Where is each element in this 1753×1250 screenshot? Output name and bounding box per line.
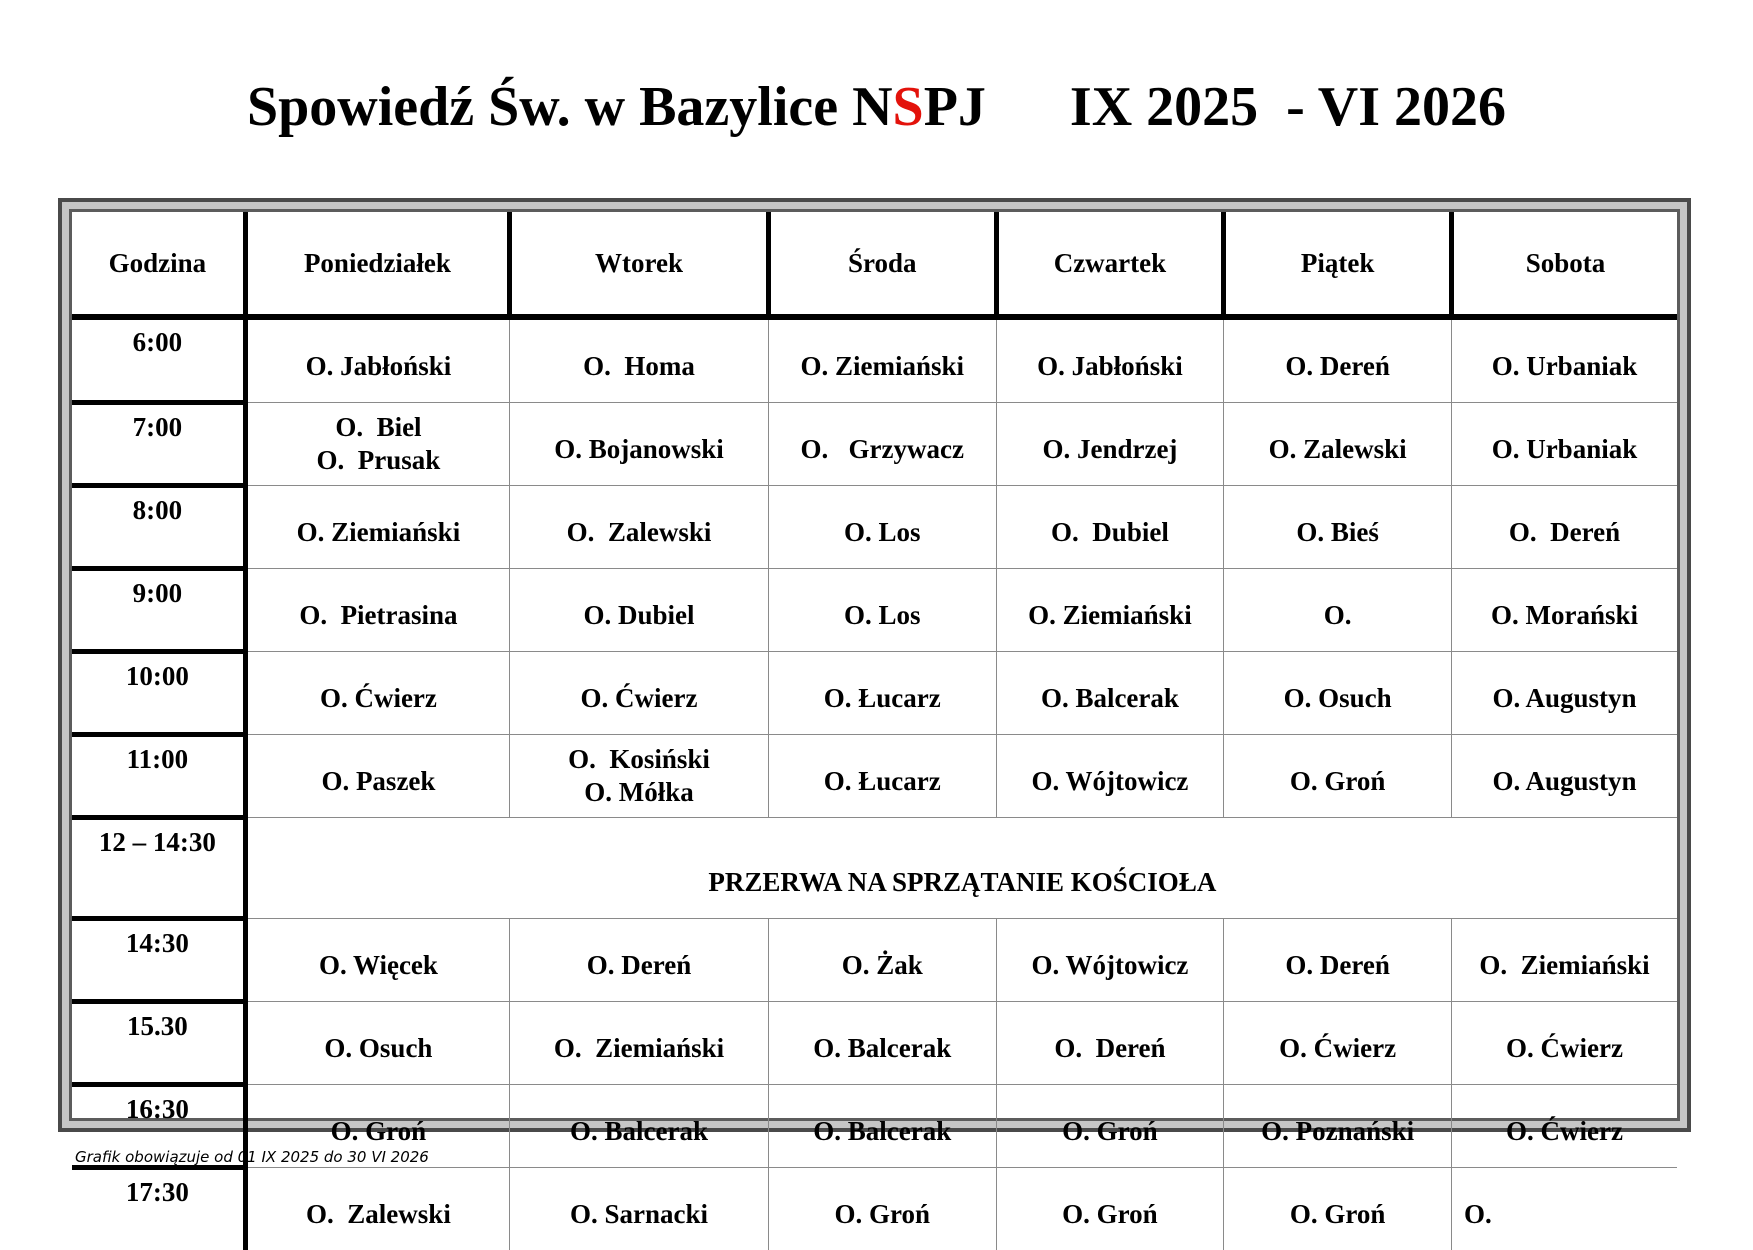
confessor-cell-wednesday (768, 1085, 996, 1168)
confessor-cell-saturday (1451, 317, 1677, 403)
confessor-name: O. Dereń (510, 949, 768, 982)
column-header-thursday: Czwartek (996, 212, 1224, 317)
confessor-name: O. Sarnacki (510, 1198, 768, 1231)
break-cell: PRZERWA NA SPRZĄTANIE KOŚCIOŁA (245, 818, 1677, 919)
confessor-cell-monday (245, 569, 509, 652)
page-title (0, 72, 1753, 142)
confessor-name: O. Żak (769, 949, 996, 982)
confessor-cell-thursday (996, 735, 1224, 818)
confessor-name: O. Biel (248, 411, 509, 444)
confessor-name: O. Łucarz (769, 682, 996, 715)
confessor-name: O. Więcek (248, 949, 509, 982)
confessor-name: O. Ziemiański (1452, 949, 1677, 982)
confessor-name: O. Augustyn (1452, 682, 1677, 715)
confessor-cell-saturday (1451, 735, 1677, 818)
confessor-name: O. Paszek (248, 765, 509, 798)
confessor-name: O. Groń (1224, 1198, 1451, 1231)
confessor-cell-thursday (996, 569, 1224, 652)
table-row (72, 1002, 1677, 1085)
confessor-cell-thursday (996, 1085, 1224, 1168)
confessor-cell-thursday (996, 403, 1224, 486)
hour-cell: 6:00 (72, 317, 245, 403)
schedule-table (72, 212, 1677, 1250)
confessor-cell-friday (1224, 735, 1452, 818)
confessor-name: O. Morański (1452, 599, 1677, 632)
confessor-cell-friday (1224, 486, 1452, 569)
confessor-cell-friday (1224, 652, 1452, 735)
confessor-name: O. Balcerak (997, 682, 1224, 715)
confessor-cell-tuesday (510, 403, 769, 486)
confessor-cell-thursday (996, 486, 1224, 569)
confessor-name: O. Augustyn (1452, 765, 1677, 798)
table-row (72, 652, 1677, 735)
confessor-cell-tuesday (510, 486, 769, 569)
confessor-cell-monday (245, 1002, 509, 1085)
column-header-wednesday: Środa (768, 212, 996, 317)
confessor-name: O. Prusak (248, 444, 509, 477)
confessor-name: O. Dubiel (997, 516, 1224, 549)
hour-cell: 7:00 (72, 403, 245, 486)
table-row (72, 735, 1677, 818)
table-row (72, 919, 1677, 1002)
confessor-cell-tuesday (510, 1168, 769, 1250)
confessor-cell-friday (1224, 569, 1452, 652)
confessor-cell-tuesday (510, 652, 769, 735)
confessor-name: O. Balcerak (510, 1115, 768, 1148)
table-row (72, 317, 1677, 403)
confessor-name: O. Ziemiański (997, 599, 1224, 632)
confessor-cell-friday (1224, 1085, 1452, 1168)
confessor-name: O. Osuch (248, 1032, 509, 1065)
confessor-name: O. Los (769, 516, 996, 549)
table-row (72, 569, 1677, 652)
schedule-frame-inner (69, 209, 1680, 1121)
confessor-name: O. Ćwierz (1452, 1115, 1677, 1148)
validity-footnote: Grafik obowiązuje od 01 IX 2025 do 30 VI 2026 (75, 1148, 429, 1166)
confessor-name: O. Urbaniak (1452, 433, 1677, 466)
schedule-frame (58, 198, 1691, 1132)
confessor-name: O. Bieś (1224, 516, 1451, 549)
confessor-name: O. Groń (997, 1198, 1224, 1231)
confessor-name: O. Wójtowicz (997, 949, 1224, 982)
confessor-name: O. Poznański (1224, 1115, 1451, 1148)
confessor-cell-monday (245, 1168, 509, 1250)
confessor-cell-tuesday (510, 1002, 769, 1085)
confessor-name: O. Zalewski (510, 516, 768, 549)
confessor-name: O. Dereń (1452, 516, 1677, 549)
confessor-cell-wednesday (768, 317, 996, 403)
hour-cell: 16:30 (72, 1085, 245, 1168)
confessor-cell-tuesday (510, 569, 769, 652)
confessor-name: O. Ćwierz (1224, 1032, 1451, 1065)
confessor-cell-wednesday (768, 735, 996, 818)
table-row (72, 1168, 1677, 1250)
confessor-name: O. Jabłoński (997, 350, 1224, 383)
confessor-cell-thursday (996, 1168, 1224, 1250)
confessor-name: O. Ziemiański (769, 350, 996, 383)
column-header-monday: Poniedziałek (245, 212, 509, 317)
confessor-name: O. (1224, 599, 1451, 632)
hour-cell: 12 – 14:30 (72, 818, 245, 919)
confessor-name: O. Osuch (1224, 682, 1451, 715)
confessor-cell-tuesday (510, 919, 769, 1002)
confessor-name: O. Łucarz (769, 765, 996, 798)
confessor-cell-thursday (996, 652, 1224, 735)
column-header-friday: Piątek (1224, 212, 1452, 317)
confessor-cell-saturday (1451, 652, 1677, 735)
confessor-cell-tuesday (510, 317, 769, 403)
confessor-name: O. Homa (510, 350, 768, 383)
confessor-name: O. Los (769, 599, 996, 632)
confessor-cell-saturday (1451, 1002, 1677, 1085)
confessor-cell-wednesday (768, 919, 996, 1002)
title-part-2: PJ IX 2025 - VI 2026 (924, 76, 1506, 138)
confessor-cell-wednesday (768, 652, 996, 735)
confessor-name: O. Grzywacz (769, 433, 996, 466)
schedule-body (72, 317, 1677, 1250)
confessor-cell-wednesday (768, 569, 996, 652)
confessor-cell-monday (245, 317, 509, 403)
column-header-tuesday: Wtorek (510, 212, 769, 317)
confessor-cell-saturday (1451, 569, 1677, 652)
confessor-cell-thursday (996, 317, 1224, 403)
confessor-name: O. Groń (769, 1198, 996, 1231)
confessor-cell-friday (1224, 403, 1452, 486)
confessor-name: O. Zalewski (248, 1198, 509, 1231)
confessor-name: O. Groń (248, 1115, 509, 1148)
confessor-cell-thursday (996, 1002, 1224, 1085)
column-header-saturday: Sobota (1451, 212, 1677, 317)
confessor-cell-wednesday (768, 1168, 996, 1250)
title-part-1: Spowiedź Św. w Bazylice N (247, 76, 893, 138)
confessor-cell-saturday (1451, 919, 1677, 1002)
confessor-cell-wednesday (768, 1002, 996, 1085)
confessor-cell-saturday (1451, 403, 1677, 486)
table-row (72, 486, 1677, 569)
confessor-name: O. (1464, 1198, 1677, 1231)
table-row (72, 818, 1677, 919)
hour-cell: 8:00 (72, 486, 245, 569)
confessor-name: O. Jabłoński (248, 350, 509, 383)
confessor-name: O. Urbaniak (1452, 350, 1677, 383)
confessor-name: O. Groń (997, 1115, 1224, 1148)
confessor-name: O. Balcerak (769, 1115, 996, 1148)
hour-cell: 17:30 (72, 1168, 245, 1250)
confessor-cell-thursday (996, 919, 1224, 1002)
confessor-cell-monday (245, 652, 509, 735)
header-row (72, 212, 1677, 317)
confessor-name: O. Ziemiański (510, 1032, 768, 1065)
confessor-cell-monday (245, 403, 509, 486)
confessor-name: O. Wójtowicz (997, 765, 1224, 798)
confessor-name: O. Dereń (1224, 350, 1451, 383)
confessor-cell-saturday (1451, 486, 1677, 569)
hour-cell: 11:00 (72, 735, 245, 818)
confessor-name: O. Jendrzej (997, 433, 1224, 466)
confessor-name: O. Ćwierz (248, 682, 509, 715)
hour-cell: 14:30 (72, 919, 245, 1002)
confessor-cell-wednesday (768, 486, 996, 569)
hour-cell: 10:00 (72, 652, 245, 735)
confessor-name: O. Mółka (510, 776, 768, 809)
table-row (72, 403, 1677, 486)
confessor-cell-friday (1224, 1168, 1452, 1250)
confessor-name: O. Ćwierz (510, 682, 768, 715)
hour-cell: 15.30 (72, 1002, 245, 1085)
confessor-name: O. Pietrasina (248, 599, 509, 632)
confessor-name: O. Dereń (1224, 949, 1451, 982)
confessor-name: O. Ćwierz (1452, 1032, 1677, 1065)
confessor-cell-monday (245, 735, 509, 818)
confessor-cell-tuesday (510, 1085, 769, 1168)
confessor-name: O. Dereń (997, 1032, 1224, 1065)
confessor-cell-monday (245, 486, 509, 569)
confessor-name: O. Bojanowski (510, 433, 768, 466)
confessor-name: O. Groń (1224, 765, 1451, 798)
confessor-cell-monday (245, 919, 509, 1002)
confessor-name: O. Ziemiański (248, 516, 509, 549)
confessor-name: O. Kosiński (510, 743, 768, 776)
confessor-cell-saturday (1451, 1168, 1677, 1250)
confessor-cell-tuesday (510, 735, 769, 818)
title-red-letter: S (893, 76, 924, 138)
confessor-cell-saturday (1451, 1085, 1677, 1168)
confessor-name: O. Zalewski (1224, 433, 1451, 466)
confessor-name: O. Dubiel (510, 599, 768, 632)
column-header-hour: Godzina (72, 212, 245, 317)
hour-cell: 9:00 (72, 569, 245, 652)
confessor-name: O. Balcerak (769, 1032, 996, 1065)
confessor-cell-friday (1224, 919, 1452, 1002)
confessor-cell-friday (1224, 1002, 1452, 1085)
confessor-cell-wednesday (768, 403, 996, 486)
confessor-cell-friday (1224, 317, 1452, 403)
